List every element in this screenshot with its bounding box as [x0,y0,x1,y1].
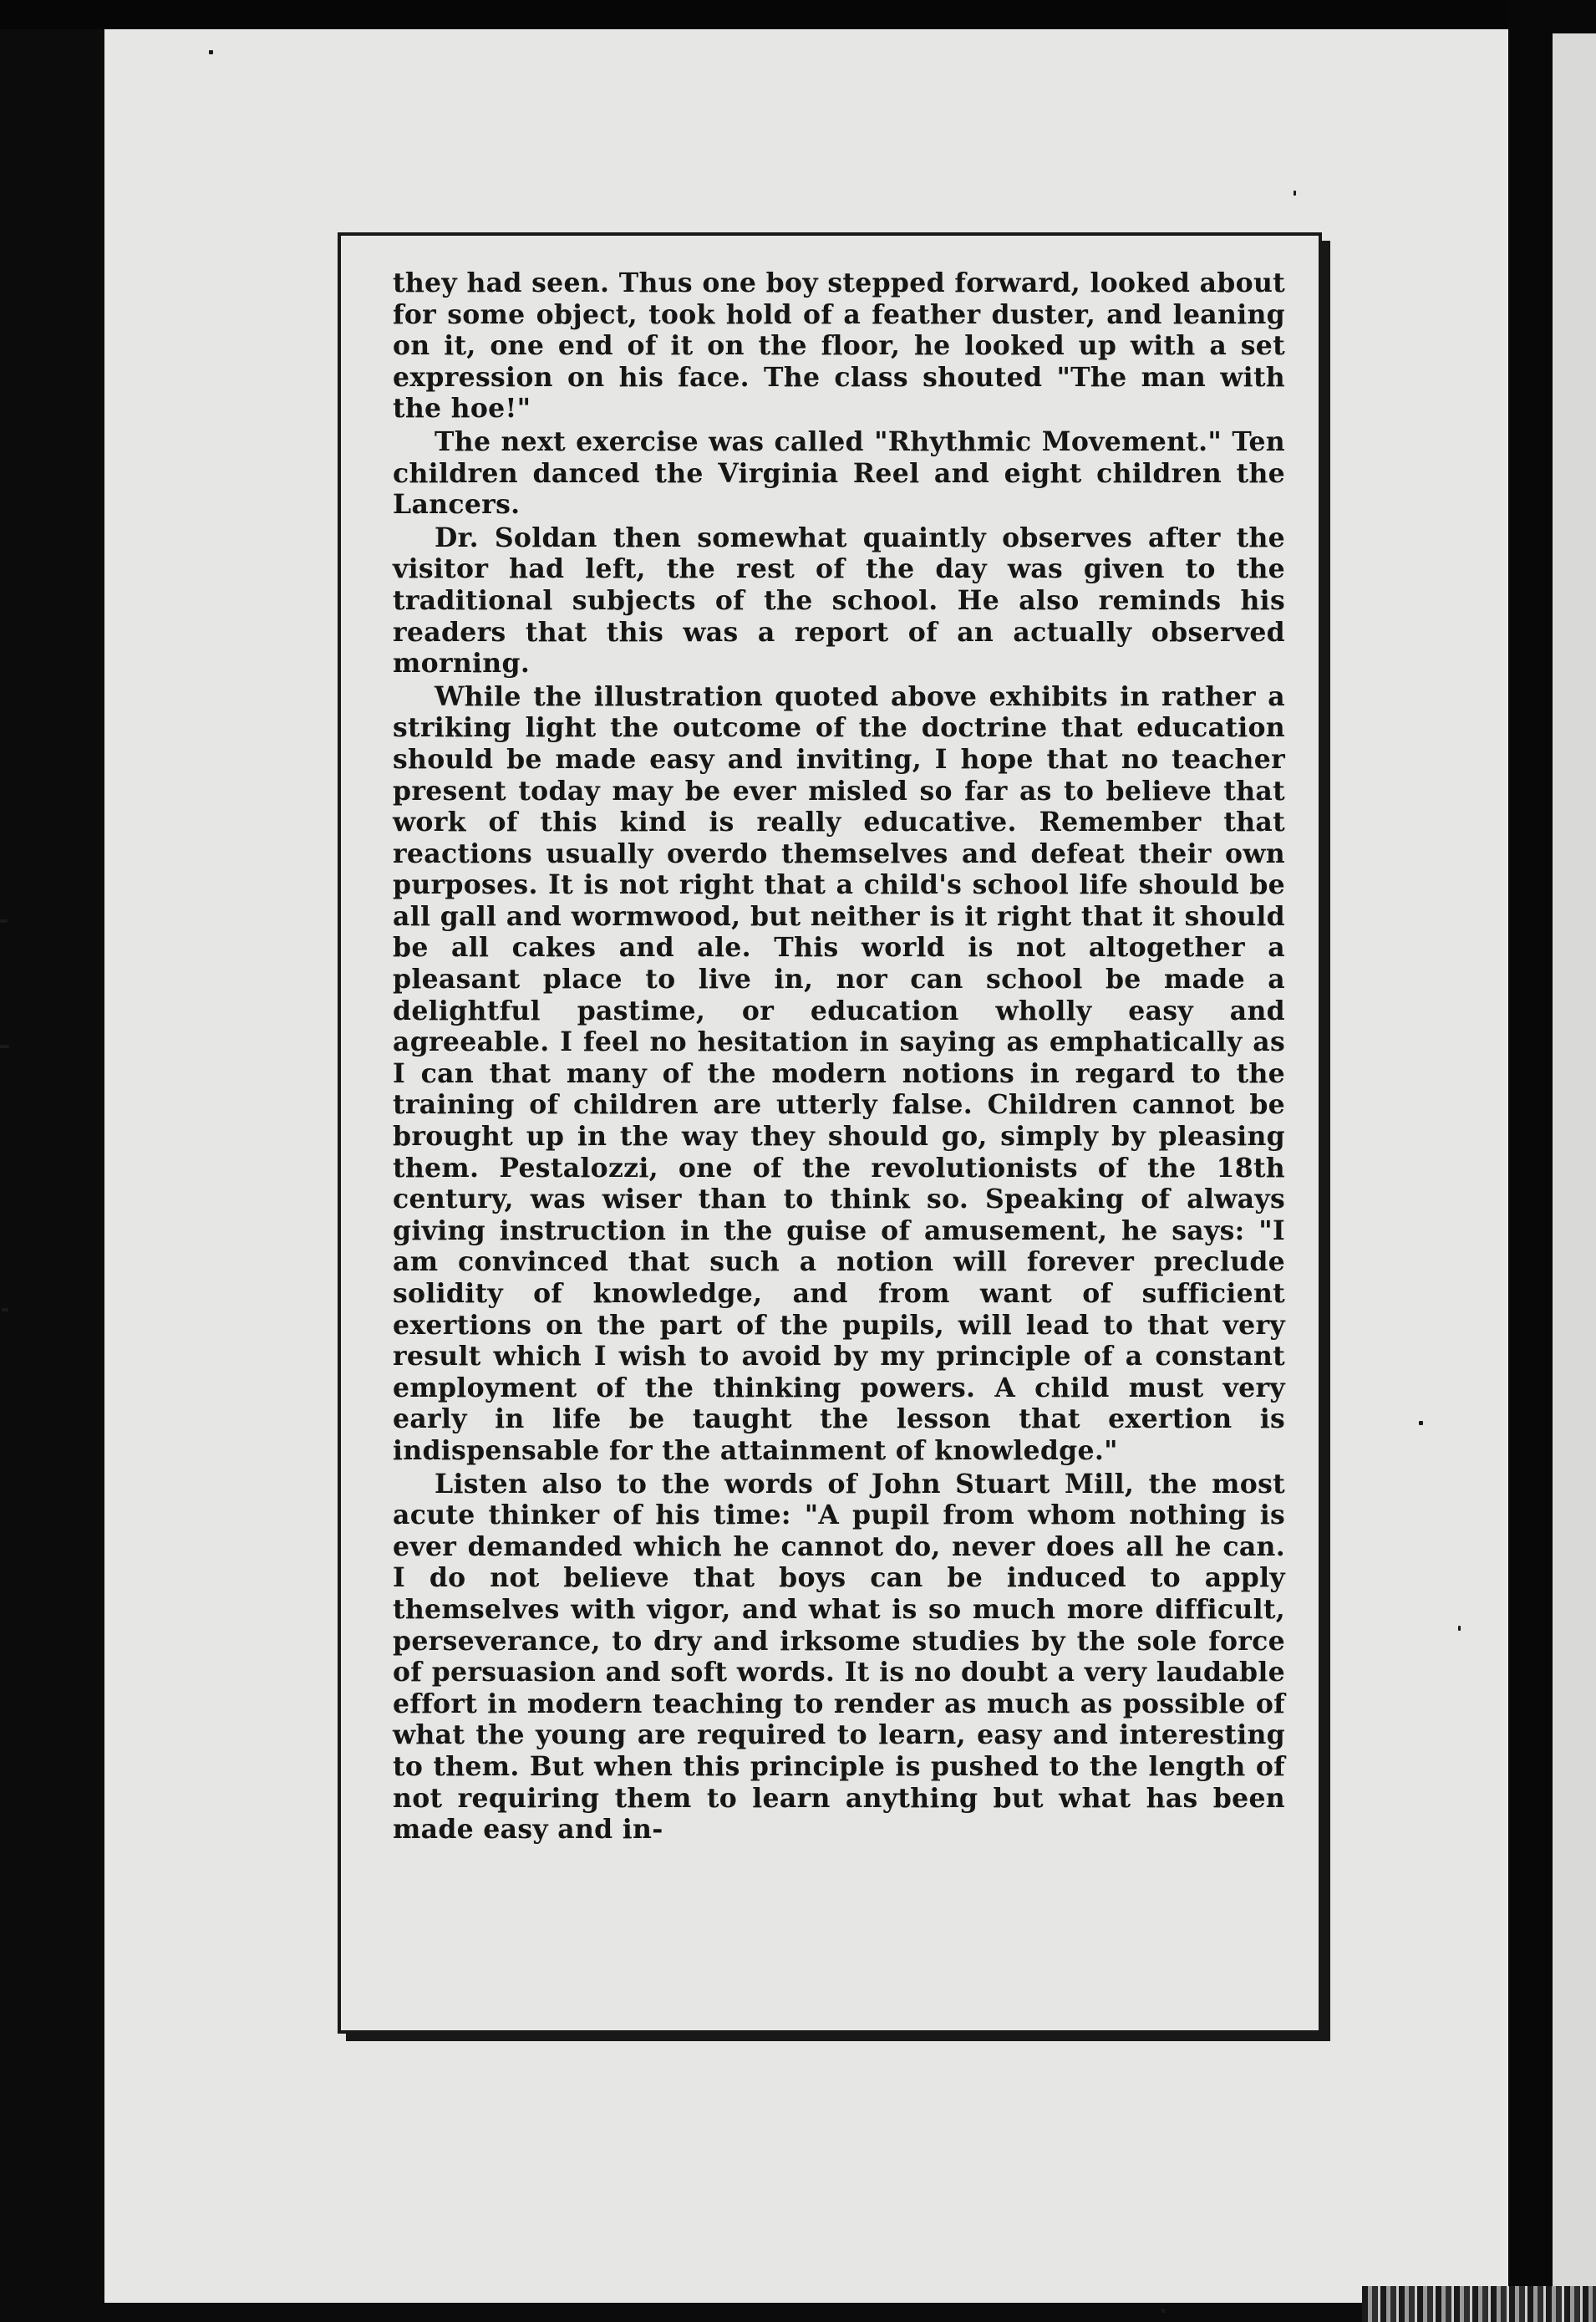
scan-speck [1161,2309,1165,2313]
adjacent-page-edge [1553,33,1596,2322]
scan-artifact [1362,2286,1596,2322]
body-text [393,267,1285,1847]
paragraph: While the illustration quoted above exhibits in rather a striking light the outcome of the doctrine that education should be made easy and inviting, I hope that no teacher present today may be ever misled so far as to believe that work of this kind is really educative. Remember that reactions usually overdo themselves and defeat their own purposes. It is not right that a child's school life should be all gall and wormwood, but neither is it right that it should be all cakes and ale. This world is not altogether a pleasant place to live in, nor can school be made a delightful pastime, or education wholly easy and agreeable. I feel no hesitation in saying as emphatically as I can that many of the modern notions in regard to the training of children are utterly false. Children cannot be brought up in the way they should go, simply by pleasing them. Pestalozzi, one of the revolutionists of the 18th century, was wiser than to think so. Speaking of always giving instruction in the guise of amusement, he says: "I am convinced that such a notion will forever preclude solidity of knowledge, and from want of sufficient exertions on the part of the pupils, will lead to that very result which I wish to avoid by my principle of a constant employment of the thinking powers. A child must very early in life be taught the lesson that exertion is indispensable for the attainment of knowledge." [393,680,1285,1466]
paragraph: The next exercise was called "Rhythmic Movement." Ten children danced the Virginia Reel and eight children the Lancers. [393,425,1285,521]
scan-speck [1419,1421,1423,1425]
scan-speck [0,1045,9,1048]
frame-shadow-right [1322,241,1330,2041]
scan-speck [2,1308,8,1311]
frame-shadow-bottom [346,2034,1330,2041]
scan-speck [0,919,8,923]
scan-speck [1294,191,1296,196]
scan-speck [209,50,213,54]
scan-speck [1458,1626,1461,1631]
paragraph: Listen also to the words of John Stuart Mill, the most acute thinker of his time: "A pupil from whom nothing is ever demanded which he cannot do, never does all he can. I do not believe that boys can be induced to apply themselves with vigor, and what is so much more difficult, perseverance, to dry and irksome studies by the sole force of persuasion and soft words. It is no doubt a very laudable effort in modern teaching to render as much as possible of what the young are required to learn, easy and interesting to them. But when this principle is pushed to the length of not requiring them to learn anything but what has been made easy and in- [393,1468,1285,1846]
scan-top-margin [0,0,1596,29]
paragraph: Dr. Soldan then somewhat quaintly observes after the visitor had left, the rest of the day was given to the traditional subjects of the school. He also reminds his readers that this was a report of an actually observed morning. [393,522,1285,680]
paragraph: they had seen. Thus one boy stepped forward, looked about for some object, took hold of a feather duster, and leaning on it, one end of it on the floor, he looked up with a set expression on his face. The class shouted "The man with the hoe!" [393,267,1285,425]
